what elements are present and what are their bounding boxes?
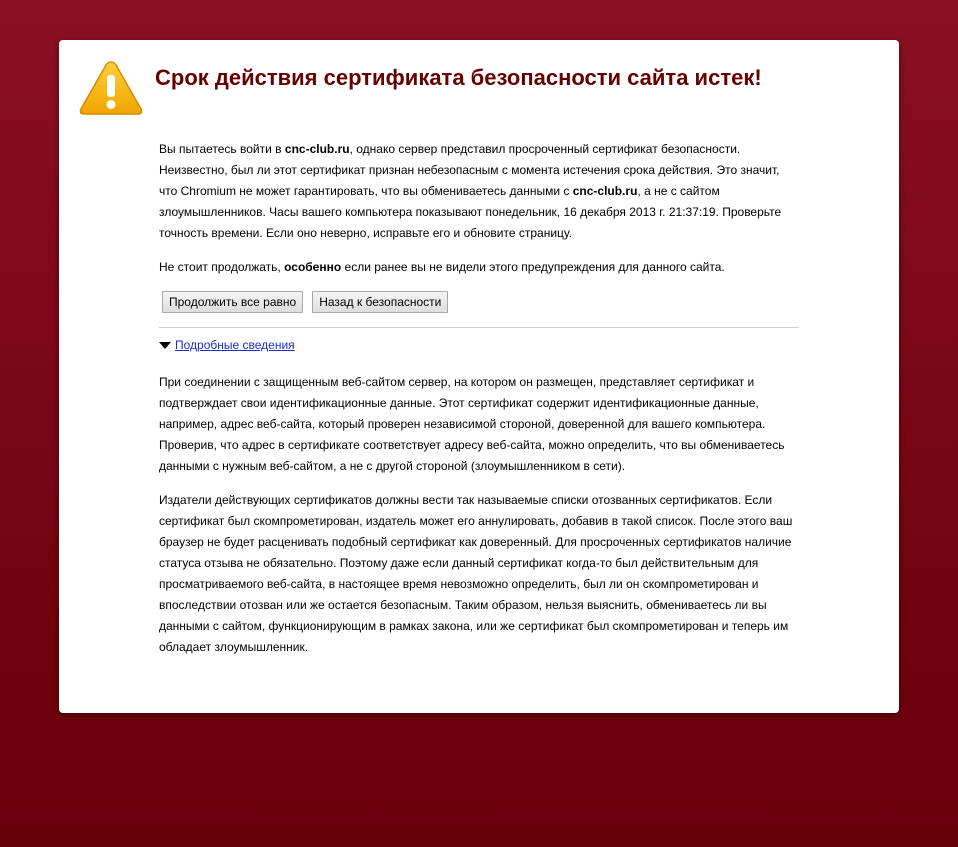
explanation-paragraph: Вы пытаетесь войти в cnc-club.ru, однако сервер представил просроченный сертификат безопасности. Неизвестно, был ли этот сертификат признан небезопасным с момента истечения срока действия. Это значит, что Chromium не может гарантировать, что вы обмениваетесь данными с cnc-club.ru, а не с сайтом злоумышленников. Часы вашего компьютера показывают понедельник, 16 декабря 2013 г. 21:37:19. Проверьте точность времени. Если оно неверно, исправьте его и обновите страницу.	[159, 142, 782, 240]
advice-paragraph: Не стоит продолжать, особенно если ранее вы не видели этого предупреждения для данного сайта.	[159, 260, 725, 274]
interstitial-card	[59, 40, 899, 713]
proceed-anyway-button[interactable]: Продолжить все равно	[162, 291, 303, 313]
details-toggle[interactable]	[159, 338, 799, 353]
details-section	[159, 372, 799, 658]
divider	[159, 327, 799, 328]
warning-triangle-icon	[78, 59, 144, 117]
site-domain: cnc-club.ru	[572, 184, 638, 198]
site-domain: cnc-club.ru	[284, 142, 350, 156]
triangle-down-icon	[159, 342, 171, 349]
main-message	[159, 139, 799, 658]
back-to-safety-button[interactable]: Назад к безопасности	[312, 291, 448, 313]
details-link[interactable]: Подробные сведения	[175, 338, 295, 352]
details-paragraph: При соединении с защищенным веб-сайтом сервер, на котором он размещен, представляет сертификат и подтверждает свои идентификационные данные. Этот сертификат содержит идентификационные данные, например, адрес веб-сайта, который проверен независимой стороной, доверенной для вашего компьютера. Проверив, что адрес в сертификате соответствует адресу веб-сайта, можно определить, что вы обмениваетесь данными с нужным веб-сайтом, а не с другой стороной (злоумышленником в сети).	[159, 375, 785, 473]
details-paragraph: Издатели действующих сертификатов должны вести так называемые списки отозванных сертификатов. Если сертификат был скомпрометирован, издатель может его аннулировать, добавив в такой список. После этого ваш браузер не будет расценивать подобный сертификат как доверенный. Для просроченных сертификатов наличие статуса отзыва не обязательно. Поэтому даже если данный сертификат когда-то был действительным для просматриваемого веб-сайта, в настоящее время невозможно определить, был ли он скомпрометирован и впоследствии отозван или же остается безопасным. Таким образом, нельзя выяснить, обмениваетесь ли вы данными с сайтом, функционирующим в рамках закона, или же сертификат был скомпрометирован и теперь им обладает злоумышленник.	[159, 493, 793, 654]
action-buttons	[162, 291, 799, 313]
page-title: Срок действия сертификата безопасности сайта истек!	[155, 65, 762, 90]
